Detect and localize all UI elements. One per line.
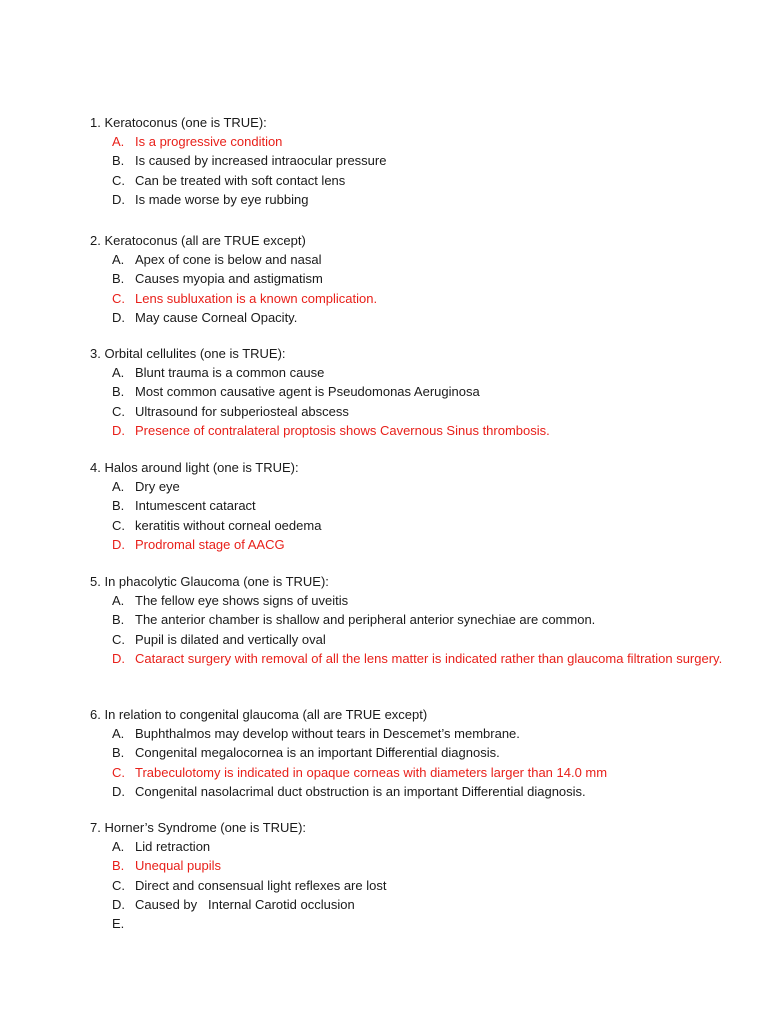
question-1 [90,113,730,209]
option-letter: B. [112,153,125,169]
option-a [90,132,730,151]
option-letter: D. [112,896,125,912]
option-letter: D. [112,783,125,799]
option-letter: A. [112,726,125,741]
option-letter: B. [112,384,125,400]
option-letter: D. [112,422,125,438]
question-stem: 7. Horner’s Syndrome (one is TRUE): [90,820,307,835]
option-b [90,610,730,629]
option-d [90,308,730,327]
option-a [90,363,730,382]
option-text: Is a progressive condition [135,134,283,149]
option-a [90,250,730,269]
option-a [90,591,730,610]
option-text: Prodromal stage of AACG [135,536,285,552]
option-c [90,763,730,782]
option-text: Intumescent cataract [135,498,256,514]
option-list [90,837,730,933]
option-letter: B. [112,271,125,287]
option-text: The anterior chamber is shallow and peripheral anterior synechiae are common. [135,612,596,628]
option-letter: B. [112,745,125,761]
option-d [90,190,730,209]
option-text: May cause Corneal Opacity. [135,309,298,325]
option-b [90,382,730,401]
option-b [90,269,730,288]
option-letter: B. [112,498,125,514]
option-d [90,535,730,554]
option-text: Is made worse by eye rubbing [135,191,309,207]
option-list [90,477,730,554]
option-c [90,171,730,190]
option-letter: D. [112,191,125,207]
option-letter: B. [112,858,125,874]
option-b [90,151,730,170]
option-text: Presence of contralateral proptosis shows Cavernous Sinus thrombosis. [135,422,550,438]
option-letter: A. [112,134,125,149]
question-3 [90,344,730,440]
option-text [135,914,730,933]
question-stem: 4. Halos around light (one is TRUE): [90,460,299,475]
option-text: Congenital megalocornea is an important Differential diagnosis. [135,745,500,761]
option-c [90,516,730,535]
option-text: keratitis without corneal oedema [135,517,322,533]
option-d [90,895,730,914]
question-7 [90,818,730,933]
option-text: Buphthalmos may develop without tears in Descemet’s membrane. [135,726,520,741]
option-text: Direct and consensual light reflexes are lost [135,877,387,893]
question-4 [90,458,730,554]
option-b [90,743,730,762]
option-letter: D. [112,650,125,666]
option-text: Trabeculotomy is indicated in opaque corneas with diameters larger than 14.0 mm [135,764,608,780]
option-text: Causes myopia and astigmatism [135,271,323,287]
option-d [90,782,730,801]
option-a [90,477,730,496]
question-5 [90,572,730,668]
option-letter: A. [112,839,125,854]
option-text: Apex of cone is below and nasal [135,252,322,267]
option-letter: D. [112,536,125,552]
option-c [90,630,730,649]
option-letter: E. [112,916,125,932]
option-text: Congenital nasolacrimal duct obstruction is an important Differential diagnosis. [135,783,586,799]
question-stem: 6. In relation to congenital glaucoma (all are TRUE except) [90,707,428,722]
question-6 [90,705,730,801]
option-c [90,289,730,308]
option-letter: C. [112,403,125,419]
option-text: Unequal pupils [135,858,222,874]
option-text: Lid retraction [135,839,211,854]
option-list [90,132,730,209]
option-letter: C. [112,290,125,306]
question-stem: 3. Orbital cellulites (one is TRUE): [90,346,286,361]
option-b [90,496,730,515]
option-b [90,856,730,875]
question-stem: 2. Keratoconus (all are TRUE except) [90,233,306,248]
option-text: Pupil is dilated and vertically oval [135,631,326,647]
option-d [90,421,730,440]
option-list [90,363,730,440]
option-letter: C. [112,877,125,893]
question-stem: 1. Keratoconus (one is TRUE): [90,115,267,130]
option-text: The fellow eye shows signs of uveitis [135,593,349,608]
option-c [90,876,730,895]
option-a [90,724,730,743]
option-text: Blunt trauma is a common cause [135,365,325,380]
option-letter: C. [112,631,125,647]
option-e [90,914,730,933]
option-letter: A. [112,365,125,380]
option-letter: A. [112,593,125,608]
option-c [90,402,730,421]
option-letter: C. [112,764,125,780]
option-letter: A. [112,252,125,267]
option-letter: D. [112,309,125,325]
option-letter: A. [112,479,125,494]
option-list [90,724,730,801]
option-letter: B. [112,612,125,628]
option-d [90,649,730,668]
option-list [90,591,730,668]
option-text: Ultrasound for subperiosteal abscess [135,403,349,419]
option-list [90,250,730,327]
option-text: Dry eye [135,479,180,494]
option-letter: C. [112,517,125,533]
option-text: Is caused by increased intraocular pressure [135,153,387,169]
question-2 [90,231,730,327]
option-letter: C. [112,172,125,188]
option-text: Most common causative agent is Pseudomonas Aeruginosa [135,384,480,400]
option-text: Cataract surgery with removal of all the lens matter is indicated rather than glaucoma filtration surgery. [135,650,723,666]
option-text: Lens subluxation is a known complication. [135,290,378,306]
option-a [90,837,730,856]
option-text: Can be treated with soft contact lens [135,172,346,188]
question-stem: 5. In phacolytic Glaucoma (one is TRUE): [90,574,329,589]
option-text: Caused by Internal Carotid occlusion [135,896,355,912]
